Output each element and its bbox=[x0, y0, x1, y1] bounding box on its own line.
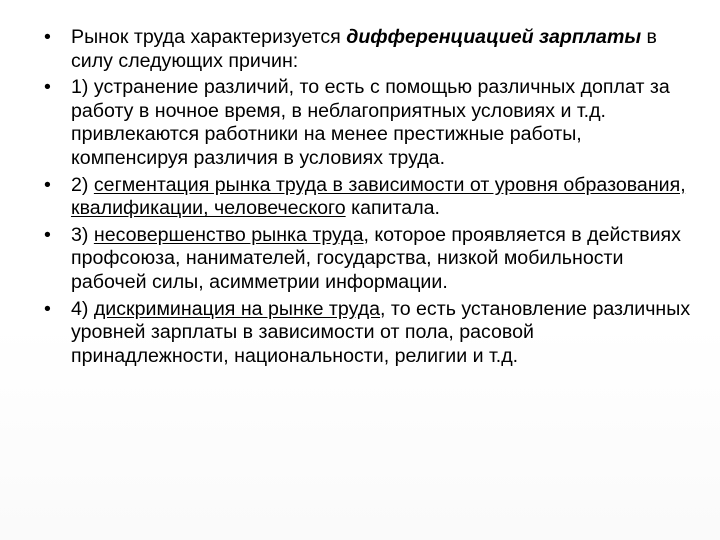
reason-3-underlined: несовершенство рынка труда bbox=[93, 223, 364, 246]
intro-text: Рынок труда характеризуется bbox=[71, 26, 347, 48]
list-item-intro bbox=[44, 26, 694, 73]
reason-1-text: 1) устранение различий, то есть с помощью различных доплат за работу в ночное время, в неблагоприятных условиях и т.д. привлекаются работники на менее престижные работы, компенсируя различия в условиях труда. bbox=[71, 76, 670, 169]
bullet-icon: • bbox=[44, 223, 51, 246]
bullet-icon: • bbox=[44, 26, 51, 48]
bullet-icon: • bbox=[44, 297, 51, 320]
list-item-reason-3 bbox=[44, 224, 694, 295]
reason-2-underlined: сегментация рынка труда в зависимости от уровня образования, квалификации, человеческого bbox=[71, 173, 686, 220]
bullet-list bbox=[44, 26, 694, 368]
bullet-icon: • bbox=[44, 173, 51, 196]
list-item-reason-2 bbox=[44, 174, 694, 221]
reason-2-suffix: капитала. bbox=[345, 197, 440, 220]
slide-body bbox=[44, 26, 694, 368]
intro-emphasis-2: зарплаты bbox=[539, 26, 642, 48]
bullet-icon: • bbox=[44, 76, 51, 99]
reason-2-prefix: 2) bbox=[71, 173, 94, 196]
reason-3-suffix: , которое проявляется в действиях профсоюза, нанимателей, государства, низкой мобильности рабочей силы, асимметрии информации. bbox=[71, 223, 681, 293]
reason-4-underlined: дискриминация на рынке труда bbox=[93, 297, 381, 320]
intro-emphasis-1: дифференциацией bbox=[346, 26, 534, 48]
list-item-reason-4 bbox=[44, 298, 694, 369]
reason-4-suffix: , то есть установление различных уровней зарплаты в зависимости от пола, расовой принадлежности, национальности, религии и т.д. bbox=[71, 297, 691, 367]
list-item-reason-1 bbox=[44, 76, 694, 170]
intro-text-end: в силу следующих причин: bbox=[71, 26, 657, 72]
reason-3-prefix: 3) bbox=[71, 223, 94, 246]
reason-4-prefix: 4) bbox=[71, 297, 94, 320]
